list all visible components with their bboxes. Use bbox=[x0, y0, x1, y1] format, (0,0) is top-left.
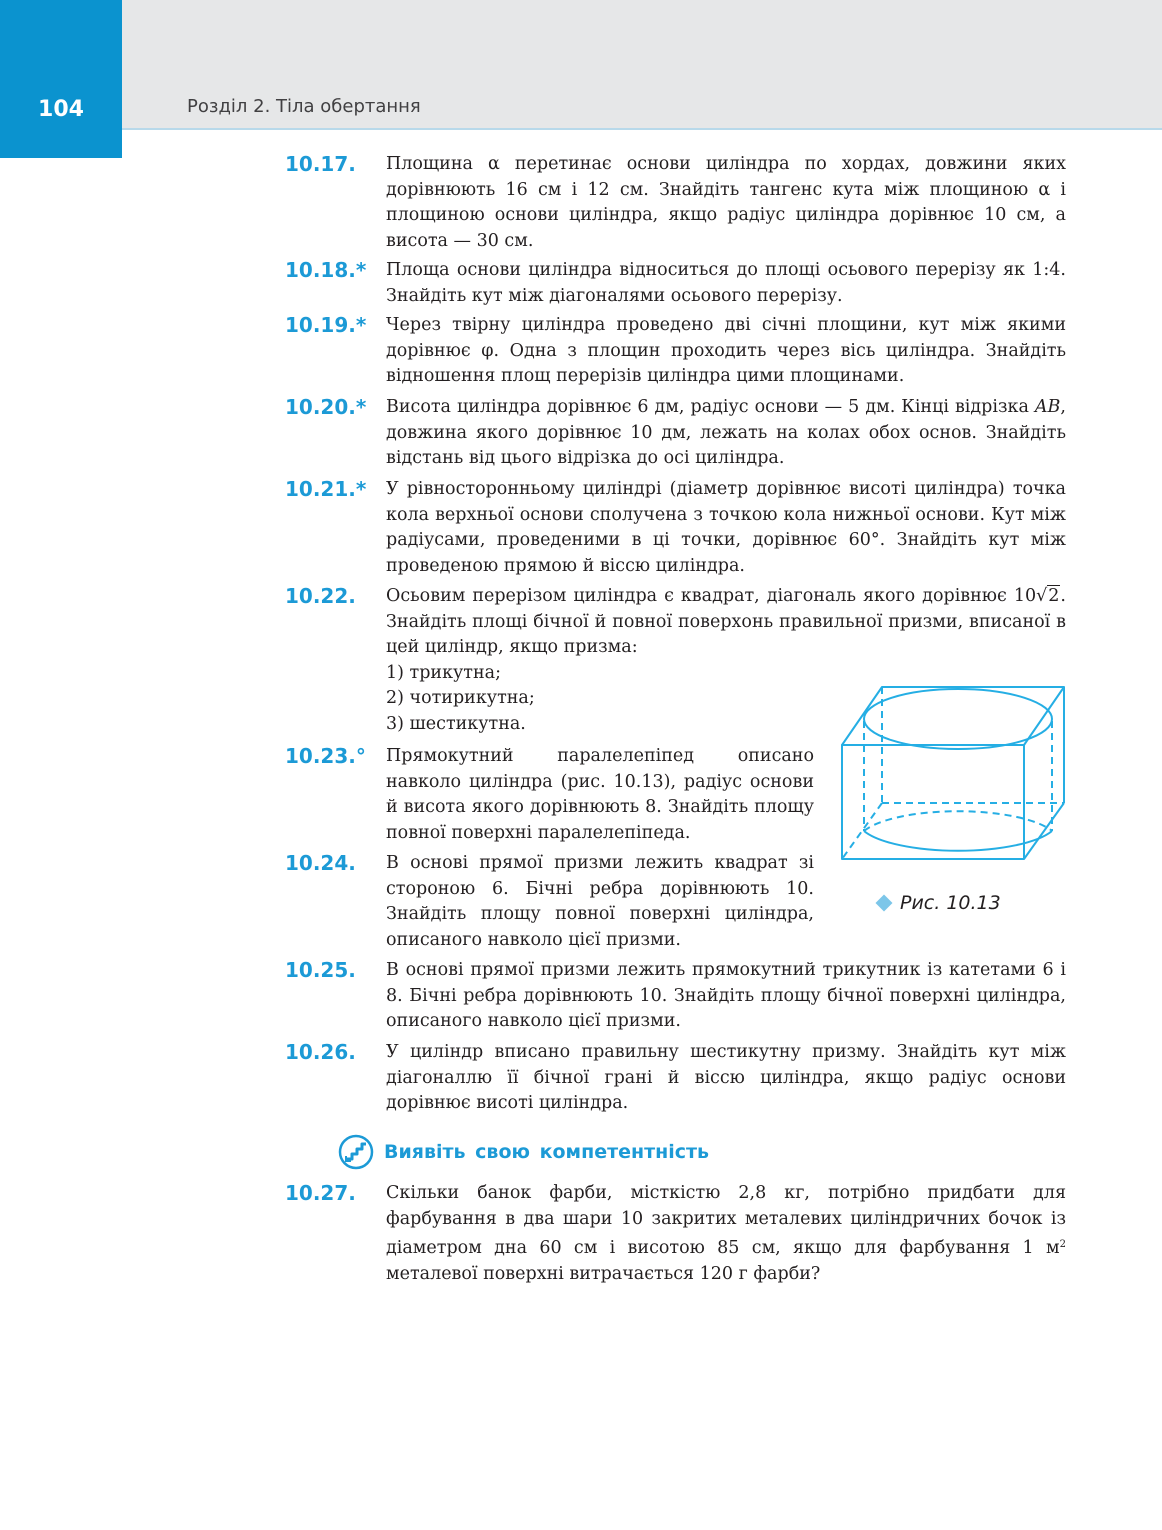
problem-text: Через твірну циліндра проведено дві січні площини, кут між якими дорівнює φ. Одна з площин проходить через вісь циліндра. Знайдіть відношення площ перерізів циліндра цими площинами. bbox=[386, 315, 1066, 386]
problem-text: В основі прямої призми лежить прямокутний трикутник із катетами 6 і 8. Бічні ребра дорівнюють 10. Знайдіть площу бічної поверхні циліндра, описаного навколо цієї призми. bbox=[386, 960, 1066, 1031]
problem-number: 10.22. bbox=[285, 584, 356, 608]
problem-number: 10.18.* bbox=[285, 258, 367, 282]
page-tab bbox=[0, 0, 122, 158]
sqrt-expression: 10√2 bbox=[1013, 586, 1060, 606]
header-band bbox=[0, 0, 1162, 128]
problem-number: 10.25. bbox=[285, 958, 356, 982]
text-part: , довжина якого дорівнює 10 дм, лежать на колах обох основ. Знайдіть відстань від цього відрізка до осі циліндра. bbox=[386, 397, 1066, 468]
text-part: металевої поверхні витрачається 120 г фарби? bbox=[386, 1263, 821, 1284]
segment-variable: AB bbox=[1034, 397, 1061, 417]
header-rule bbox=[122, 128, 1162, 130]
chapter-title: Розділ 2. Тіла обертання bbox=[187, 96, 421, 117]
problem-number: 10.26. bbox=[285, 1040, 356, 1064]
problem-text: Площина α перетинає основи циліндра по хордах, довжини яких дорівнюють 16 см і 12 см. Знайдіть тангенс кута між площиною α і площиною основи циліндра, якщо радіус циліндра дорівнює 10 см, а висота — 30 см. bbox=[386, 154, 1066, 251]
stairs-icon bbox=[338, 1134, 374, 1170]
figure-caption bbox=[878, 892, 1001, 914]
competence-title: Виявіть свою компетентність bbox=[384, 1141, 710, 1163]
problem-text: В основі прямої призми лежить квадрат зі стороною 6. Бічні ребра дорівнюють 10. Знайдіть площу повної поверхні циліндра, описаного навколо цієї призми. bbox=[386, 853, 814, 950]
competence-heading bbox=[338, 1134, 709, 1170]
problem-number: 10.19.* bbox=[285, 313, 367, 337]
problem-number: 10.17. bbox=[285, 152, 356, 176]
problem-text: У рівносторонньому циліндрі (діаметр дорівнює висоті циліндра) точка кола верхньої основи сполучена з точкою кола нижньої основи. Кут між радіусами, проведеними в ці точки, дорівнює 60°. Знайдіть кут між проведеною прямою й віссю циліндра. bbox=[386, 479, 1066, 576]
text-part: Скільки банок фарби, місткістю 2,8 кг, потрібно придбати для фарбування в два шари 10 закритих металевих циліндричних бочок із діаметром дна 60 см і висотою 85 см, якщо для фарбування 1 м bbox=[386, 1183, 1066, 1258]
list-item: 1) трикутна; bbox=[386, 662, 501, 683]
sqrt-coefficient: 10 bbox=[1013, 586, 1037, 606]
figure-caption-text: Рис. 10.13 bbox=[900, 892, 1001, 914]
problem-text: Площа основи циліндра відноситься до площі осьового перерізу як 1:4. Знайдіть кут між діагоналями осьового перерізу. bbox=[386, 260, 1066, 306]
parallelepiped-cylinder-figure bbox=[836, 683, 1072, 865]
text-part: Висота циліндра дорівнює 6 дм, радіус основи — 5 дм. Кінці відрізка bbox=[386, 397, 1035, 417]
problem-number: 10.23.° bbox=[285, 744, 366, 768]
problem-number: 10.21.* bbox=[285, 477, 367, 501]
problem-number: 10.20.* bbox=[285, 395, 367, 419]
sqrt-radicand: 2 bbox=[1048, 586, 1060, 606]
problem-text bbox=[386, 1181, 1066, 1287]
superscript: 2 bbox=[1059, 1239, 1066, 1250]
problem-number: 10.24. bbox=[285, 851, 356, 875]
text-part: . Знайдіть площі бічної й повної поверхонь правильної призми, вписаної в цей циліндр, якщо призма: bbox=[386, 586, 1066, 657]
page-number: 104 bbox=[38, 97, 84, 122]
diamond-icon bbox=[876, 895, 893, 912]
list-item: 2) чотирикутна; bbox=[386, 688, 535, 708]
problem-number: 10.27. bbox=[285, 1181, 356, 1205]
text-part: Осьовим перерізом циліндра є квадрат, діагональ якого дорівнює bbox=[386, 586, 1014, 606]
list-item: 3) шестикутна. bbox=[386, 713, 526, 734]
problem-text: Прямокутний паралелепіпед описано навколо циліндра (рис. 10.13), радіус основи й висота якого дорівнюють 8. Знайдіть площу повної поверхні паралелепіпеда. bbox=[386, 746, 814, 843]
problem-text bbox=[386, 395, 1066, 472]
problem-text: У циліндр вписано правильну шестикутну призму. Знайдіть кут між діагоналлю її бічної грані й віссю циліндра, якщо радіус основи дорівнює висоті циліндра. bbox=[386, 1042, 1066, 1113]
